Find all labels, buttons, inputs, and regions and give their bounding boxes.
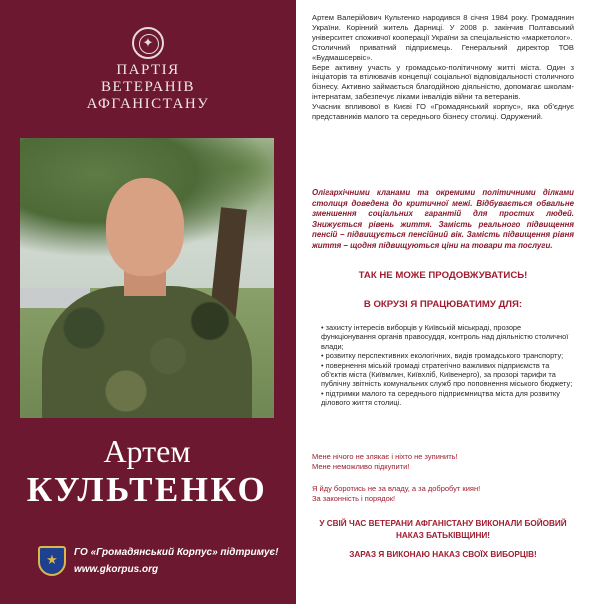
bio-paragraph: Столичний приватний підприємець. Генеральний директор ТОВ «Будмашсервіс». xyxy=(312,42,574,62)
final-line: НАКАЗ БАТЬКІВЩИНИ! xyxy=(395,530,491,540)
closing-line: За законність і порядок! xyxy=(312,494,396,504)
closing-block-1 xyxy=(312,452,572,473)
final-line: У СВІЙ ЧАС ВЕТЕРАНИ АФГАНІСТАНУ ВИКОНАЛИ БОЙОВИЙ xyxy=(319,519,567,528)
list-item: • захисту інтересів виборців у Київській міськраді, прозоре функціонування органів правосуддя, контроль над діяльністю столичної влади; xyxy=(321,323,569,351)
biography xyxy=(312,13,574,122)
party-name-line: АФГАНІСТАНУ xyxy=(86,96,210,112)
bio-paragraph: Бере активну участь у громадсько-політичному житті міста. Один з ініціаторів та втілювачів концепції соціальної відповідальності столичного бізнесу. Активно займається благодійною діяльністю, допомагає школам-інтернатам, забезпечує ліками інвалідів війни та ветеранів. xyxy=(312,62,574,102)
list-item: • розвитку перспективних екологічних, видів громадського транспорту; xyxy=(321,351,564,361)
closing-line: Мене неможливо підкупити! xyxy=(312,462,410,472)
support-block xyxy=(74,547,286,576)
party-name-line: ПАРТІЯ xyxy=(116,62,180,78)
bio-paragraph: Учасник впливової в Києві ГО «Громадянський корпус», яка об'єднує представників малого та середнього бізнесу столиці. Одружений. xyxy=(312,102,574,122)
candidate-last-name: КУЛЬТЕНКО xyxy=(26,470,268,509)
candidate-first-name: Артем xyxy=(103,433,191,469)
list-item: • повернення міській громаді стратегічно важливих підприємств та об'єктів міста (Київмлин, Київхліб, Київенерго), за прозорі тарифи та публічну звітність комунальних служб про поповнення міського бюджету; xyxy=(321,360,573,389)
program-list xyxy=(321,323,573,408)
final-message xyxy=(303,518,583,541)
closing-line: Мене нічого не злякає і ніхто не зупинить! xyxy=(312,452,458,461)
party-emblem-icon xyxy=(132,27,164,59)
corps-shield-icon xyxy=(38,546,66,576)
right-panel xyxy=(303,0,583,604)
party-name-line: ВЕТЕРАНІВ xyxy=(100,79,196,95)
list-item: • підтримки малого та середнього підприємництва міста для розвитку ділового життя столиці. xyxy=(321,388,560,408)
political-statement: Олігархічними кланами та окремими політичними ділками столиця доведена до критичної межі. Відбувається обвальне зменшення соціальних гарантій для простих людей. Знижується рівень життя. Замість реального підвищення пенсій – підвищується пенсійний вік. Замість підвищення рівня життя – щодня підвищуються ціни на товари та послуги. xyxy=(312,188,574,250)
support-url[interactable]: www.gkorpus.org xyxy=(74,564,159,575)
heading-will-work-for: В ОКРУЗІ Я ПРАЦЮВАТИМУ ДЛЯ: xyxy=(363,299,523,310)
candidate-photo xyxy=(20,138,274,418)
bio-paragraph: Артем Валерійович Культенко народився 8 січня 1984 року. Громадянин України. Корінний житель Дарниці. У 2008 р. закінчив Полтавський університет споживчої кооперації України за спеціальністю «маркетолог». xyxy=(312,13,574,42)
heading-cannot-continue: ТАК НЕ МОЖЕ ПРОДОВЖУВАТИСЬ! xyxy=(358,270,528,281)
party-name xyxy=(40,62,256,113)
support-text: ГО «Громадянський Корпус» підтримує! xyxy=(74,547,279,558)
closing-block-2 xyxy=(312,484,572,505)
final-promise: ЗАРАЗ Я ВИКОНАЮ НАКАЗ СВОЇХ ВИБОРЦІВ! xyxy=(349,550,537,559)
closing-line: Я йду боротись не за владу, а за добробут киян! xyxy=(312,484,481,493)
